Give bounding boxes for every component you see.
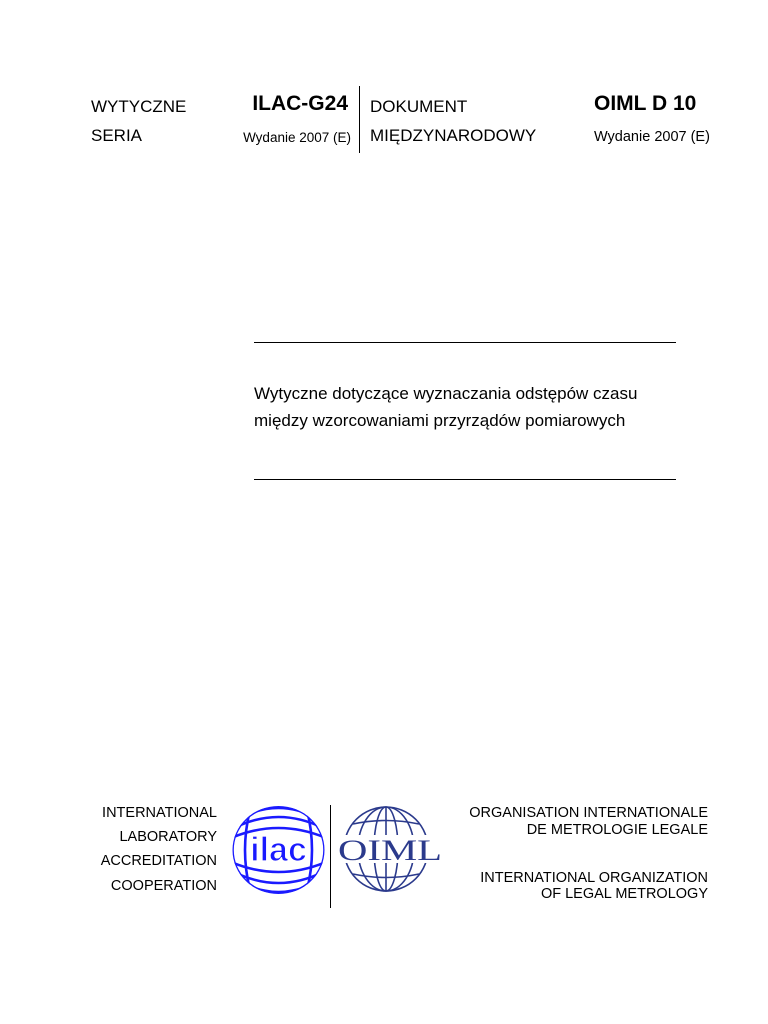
title-rule-top [254, 342, 676, 343]
ilac-name-line4: COOPERATION [110, 878, 217, 894]
series-label-line1: WYTYCZNE [91, 97, 187, 116]
oiml-document-code: OIML D 10 [594, 92, 697, 115]
document-label-line1: DOKUMENT [370, 97, 468, 116]
series-label-line2: SERIA [91, 126, 143, 145]
oiml-english-name-line2: OF LEGAL METROLOGY [540, 886, 708, 902]
document-title-line2: między wzorcowaniami przyrządów pomiarowych [254, 411, 626, 430]
ilac-logo [230, 804, 327, 896]
oiml-edition: Wydanie 2007 (E) [594, 129, 710, 145]
ilac-document-code: ILAC-G24 [252, 92, 348, 115]
footer-divider [330, 805, 331, 908]
ilac-logo-text: ilac [250, 831, 307, 869]
document-label-line2: MIĘDZYNARODOWY [370, 126, 537, 145]
oiml-french-name-line1: ORGANISATION INTERNATIONALE [469, 805, 708, 821]
ilac-edition: Wydanie 2007 (E) [243, 130, 351, 145]
header-divider [359, 86, 360, 153]
oiml-logo-text: OIML [338, 834, 442, 867]
ilac-name-line3: ACCREDITATION [100, 853, 217, 869]
oiml-french-name-line2: DE METROLOGIE LEGALE [526, 822, 708, 838]
document-title-line1: Wytyczne dotyczące wyznaczania odstępów czasu [254, 384, 638, 403]
oiml-logo [333, 803, 445, 897]
ilac-name-line2: LABORATORY [119, 829, 217, 845]
ilac-name-line1: INTERNATIONAL [102, 805, 217, 821]
title-rule-bottom [254, 479, 676, 480]
oiml-english-name-line1: INTERNATIONAL ORGANIZATION [480, 870, 708, 886]
